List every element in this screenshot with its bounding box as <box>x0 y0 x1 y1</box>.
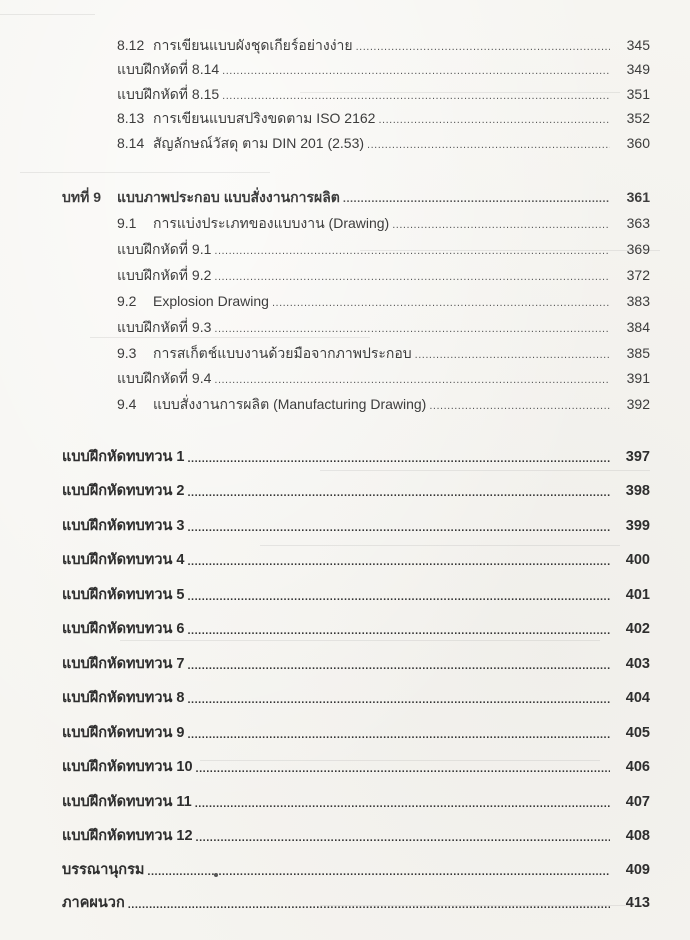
page-number: 406 <box>625 759 650 775</box>
page-number: 345 <box>626 37 650 53</box>
section-number: 9.4 <box>117 396 137 412</box>
section-number: 9.1 <box>117 215 137 231</box>
review-exercise-entry[interactable] <box>62 618 650 638</box>
toc-entry[interactable] <box>117 34 650 54</box>
dot-leader <box>356 36 610 54</box>
entry-title: การเขียนแบบสปริงขดตาม ISO 2162 <box>153 110 376 126</box>
entry-title: ภาคผนวก <box>62 895 125 911</box>
review-exercise-entry[interactable] <box>62 515 650 535</box>
page-number: 363 <box>626 215 650 231</box>
entry-title: การแบ่งประเภทของแบบงาน (Drawing) <box>153 215 390 231</box>
dot-leader <box>196 758 610 776</box>
entry-title: แบบฝึกหัดที่ 8.14 <box>117 61 220 77</box>
dot-leader <box>196 827 610 845</box>
dot-leader <box>187 586 610 604</box>
entry-title: การเขียนแบบผังชุดเกียร์อย่างง่าย <box>153 37 353 53</box>
page-number: 404 <box>625 690 650 706</box>
dot-leader <box>187 724 610 742</box>
page-number: 349 <box>626 61 650 77</box>
toc-entry[interactable] <box>117 83 650 103</box>
entry-title: แบบฝึกหัดทบทวน 11 <box>62 794 192 810</box>
review-exercise-entry[interactable] <box>62 549 650 569</box>
page-number: 400 <box>625 552 650 568</box>
page-number: 408 <box>625 828 650 844</box>
page-number: 398 <box>625 483 650 499</box>
dot-leader <box>378 109 610 127</box>
dot-leader <box>187 551 610 569</box>
dot-leader <box>187 448 610 466</box>
section-number: 9.2 <box>117 293 137 309</box>
page-number: 397 <box>625 449 650 465</box>
dot-leader <box>415 344 610 362</box>
dot-leader <box>195 793 610 811</box>
dot-leader <box>128 894 610 912</box>
page-number: 401 <box>625 587 650 603</box>
page-number: 407 <box>625 794 650 810</box>
entry-title: แบบฝึกหัดทบทวน 8 <box>62 690 185 706</box>
entry-title: แบบฝึกหัดทบทวน 6 <box>62 621 185 637</box>
entry-title: แบบฝึกหัดทบทวน 10 <box>62 759 193 775</box>
entry-title: แบบฝึกหัดที่ 9.1 <box>117 241 212 257</box>
page-number: 392 <box>626 396 650 412</box>
dot-leader <box>214 240 610 258</box>
entry-title: แบบฝึกหัดทบทวน 2 <box>62 483 185 499</box>
toc-entry[interactable] <box>117 316 650 336</box>
page-number: 383 <box>626 293 650 309</box>
page-number: 409 <box>625 862 650 878</box>
entry-title: Explosion Drawing <box>153 293 269 309</box>
dot-leader <box>343 188 610 206</box>
entry-title: แบบฝึกหัดทบทวน 4 <box>62 552 185 568</box>
review-exercise-entry[interactable] <box>62 825 650 845</box>
dot-leader <box>187 655 610 673</box>
page-number: 385 <box>626 345 650 361</box>
review-exercise-entry[interactable] <box>62 480 650 500</box>
review-exercise-entry[interactable] <box>62 687 650 707</box>
entry-title: แบบฝึกหัดทบทวน 12 <box>62 828 193 844</box>
dot-leader <box>272 292 610 310</box>
dot-leader <box>429 395 610 413</box>
toc-entry[interactable] <box>117 58 650 78</box>
page-number: 413 <box>625 895 650 911</box>
page-number: 405 <box>625 725 650 741</box>
entry-title: แบบสั่งงานการผลิต (Manufacturing Drawing) <box>153 396 427 412</box>
bibliography-entry[interactable] <box>62 859 650 879</box>
dot-leader <box>222 85 610 103</box>
entry-title: แบบฝึกหัดที่ 8.15 <box>117 86 220 102</box>
page-number: 352 <box>626 110 650 126</box>
appendix-entry[interactable] <box>62 892 650 912</box>
entry-title: แบบฝึกหัดที่ 9.4 <box>117 370 212 386</box>
review-exercise-entry[interactable] <box>62 756 650 776</box>
dot-leader <box>187 517 610 535</box>
toc-entry[interactable] <box>117 393 650 413</box>
page-number: 402 <box>625 621 650 637</box>
page-number: 384 <box>626 319 650 335</box>
review-exercise-entry[interactable] <box>62 791 650 811</box>
entry-title: แบบฝึกหัดทบทวน 1 <box>62 449 185 465</box>
chapter-heading[interactable] <box>62 186 650 206</box>
entry-title: แบบฝึกหัดที่ 9.2 <box>117 267 212 283</box>
entry-title: แบบฝึกหัดทบทวน 5 <box>62 587 185 603</box>
dot-leader <box>187 482 610 500</box>
dot-leader <box>214 369 610 387</box>
dot-leader <box>187 689 610 707</box>
review-exercise-entry[interactable] <box>62 653 650 673</box>
section-number: 9.3 <box>117 345 137 361</box>
dot-leader <box>214 318 610 336</box>
entry-title: บรรณานุกรม <box>62 862 145 878</box>
toc-entry[interactable] <box>117 367 650 387</box>
toc-entry[interactable] <box>117 132 650 152</box>
dot-leader <box>222 60 610 78</box>
page-number: 372 <box>626 267 650 283</box>
page-number: 403 <box>625 656 650 672</box>
entry-title: แบบฝึกหัดทบทวน 9 <box>62 725 185 741</box>
section-number: 8.14 <box>117 135 145 151</box>
toc-entry[interactable] <box>117 107 650 127</box>
page-number: 399 <box>625 518 650 534</box>
review-exercise-entry[interactable] <box>62 584 650 604</box>
page-number: 360 <box>626 135 650 151</box>
toc-entry[interactable] <box>117 290 650 310</box>
toc-entry[interactable] <box>117 238 650 258</box>
entry-title: แบบฝึกหัดที่ 9.3 <box>117 319 212 335</box>
section-number: 8.13 <box>117 110 145 126</box>
toc-entry[interactable] <box>117 342 650 362</box>
entry-title: การสเก็ตช์แบบงานด้วยมือจากภาพประกอบ <box>153 345 412 361</box>
toc-entry[interactable] <box>117 264 650 284</box>
dot-leader <box>367 134 610 152</box>
toc-entry[interactable] <box>117 212 650 232</box>
ink-smudge <box>214 873 218 877</box>
dot-leader <box>392 214 610 232</box>
entry-title: สัญลักษณ์วัสดุ ตาม DIN 201 (2.53) <box>153 135 365 151</box>
chapter-title: แบบภาพประกอบ แบบสั่งงานการผลิต <box>117 189 340 205</box>
review-exercise-entry[interactable] <box>62 446 650 466</box>
dot-leader <box>214 266 610 284</box>
page-number: 391 <box>626 370 650 386</box>
page-number: 361 <box>626 189 650 205</box>
entry-title: แบบฝึกหัดทบทวน 3 <box>62 518 185 534</box>
review-exercise-entry[interactable] <box>62 722 650 742</box>
chapter-label: บทที่ 9 <box>62 189 102 205</box>
page-number: 369 <box>626 241 650 257</box>
dot-leader <box>187 620 610 638</box>
section-number: 8.12 <box>117 37 145 53</box>
entry-title: แบบฝึกหัดทบทวน 7 <box>62 656 185 672</box>
page-number: 351 <box>626 86 650 102</box>
